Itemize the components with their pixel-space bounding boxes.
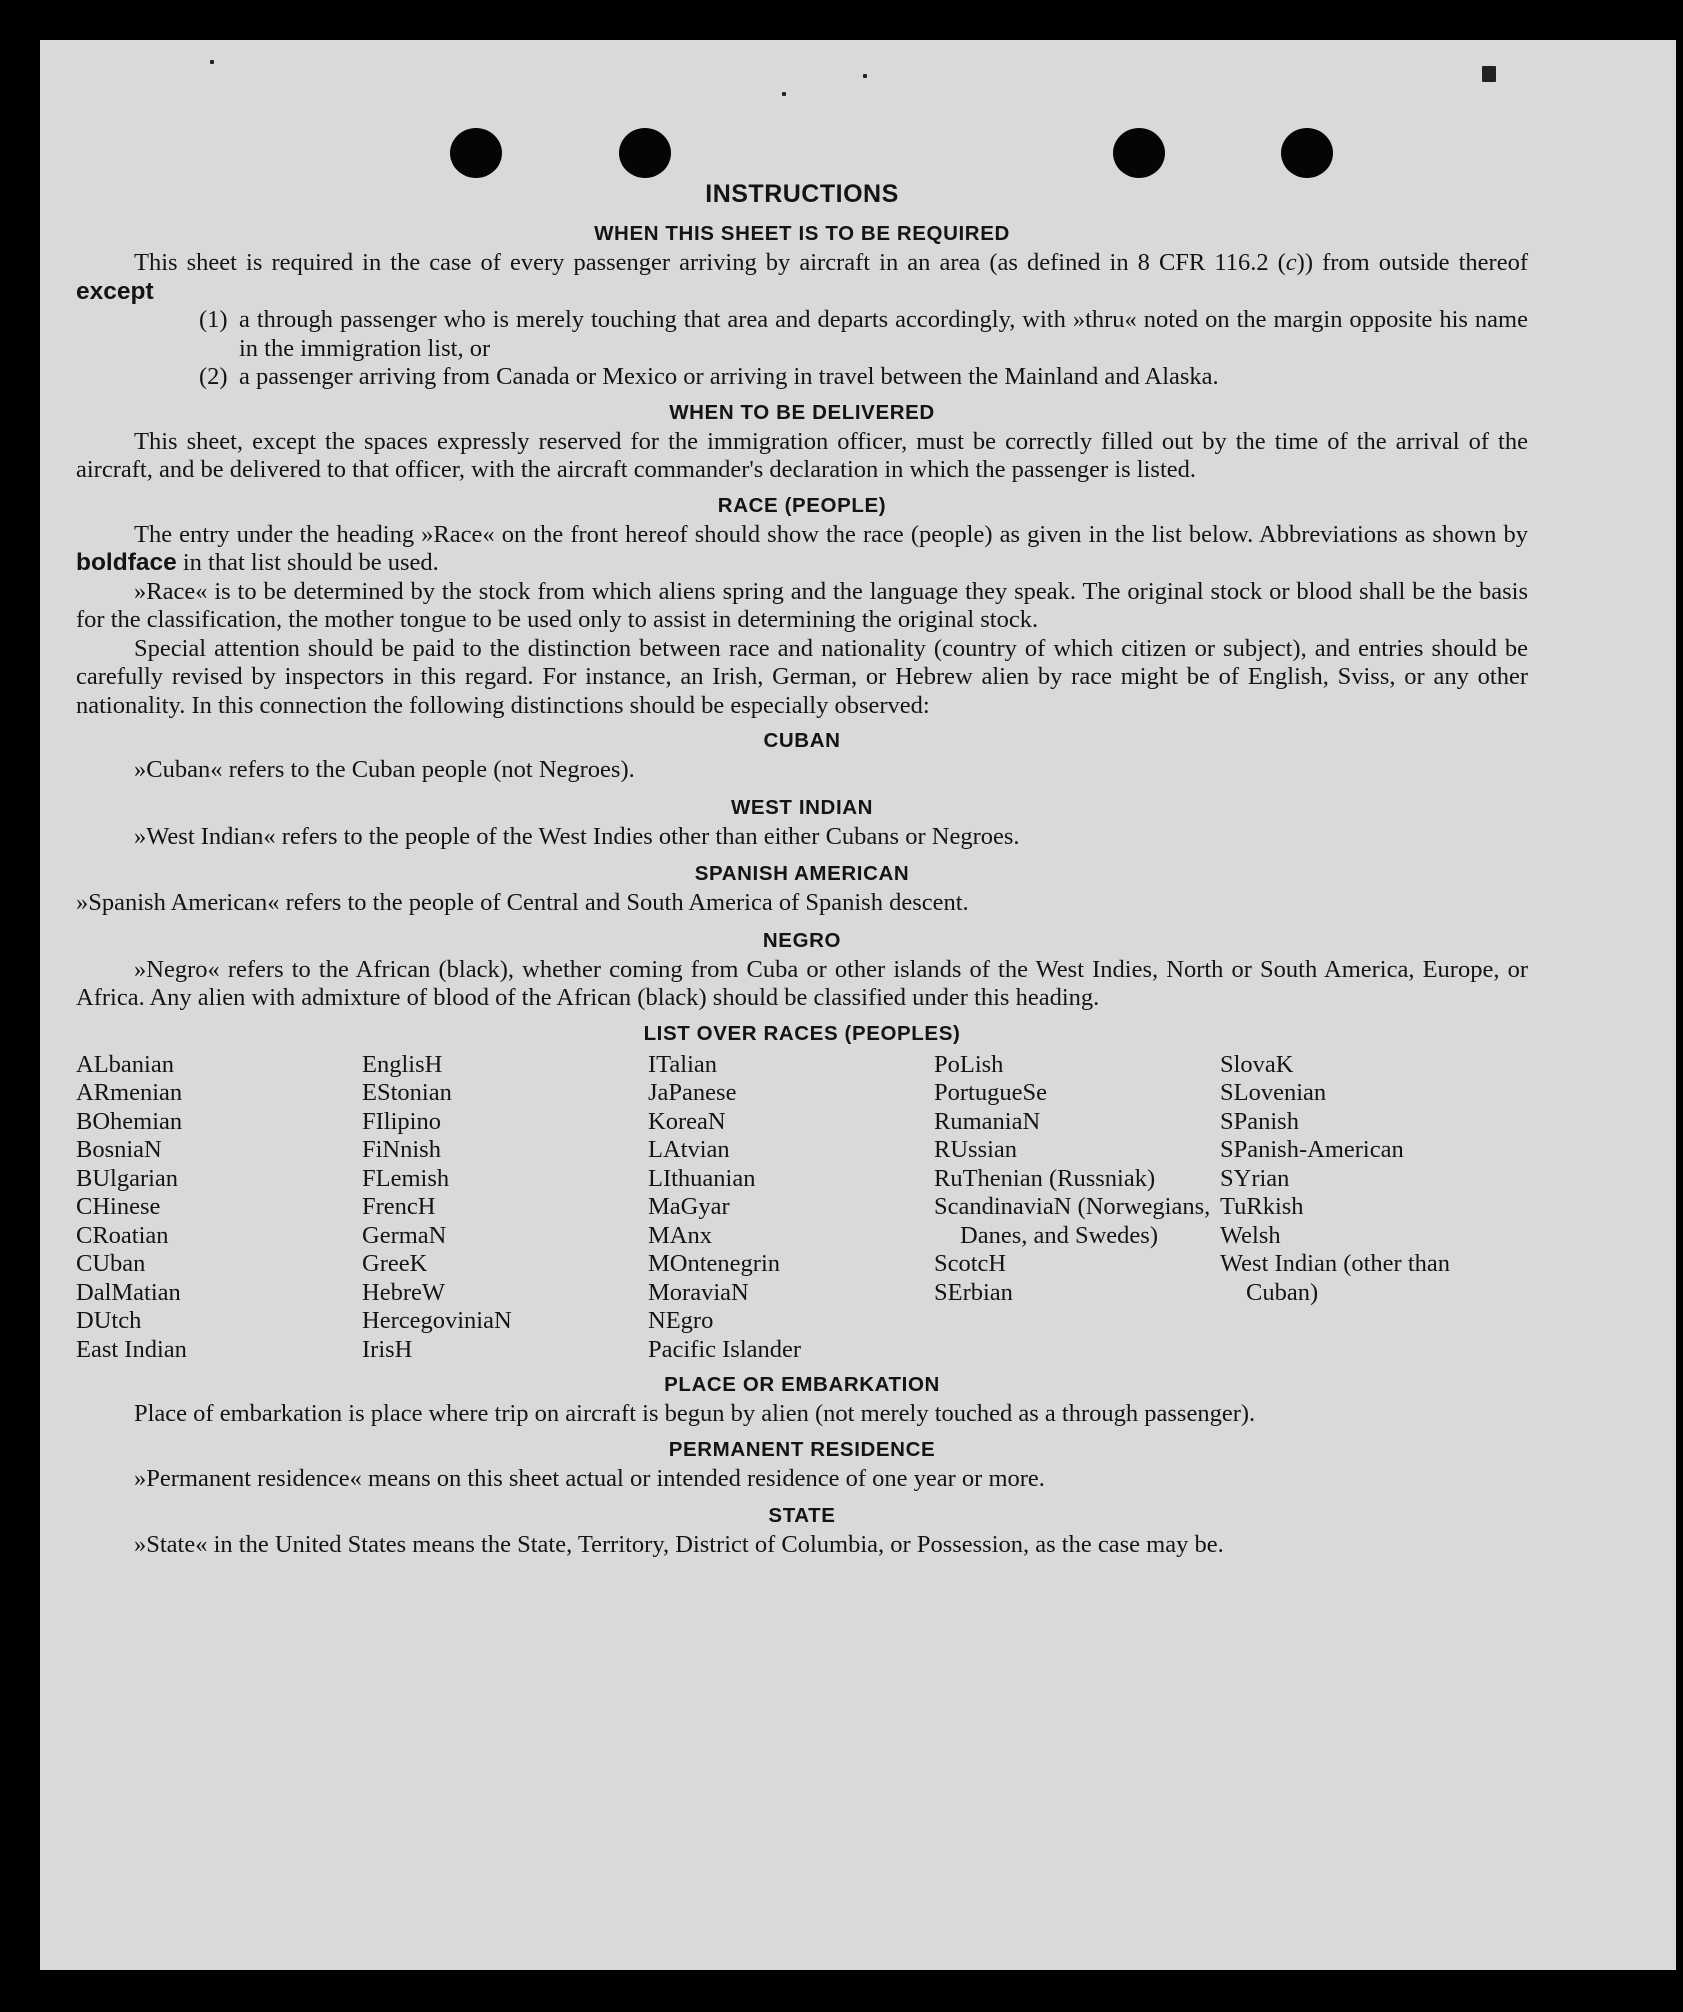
race-entry: MoraviaN	[648, 1278, 749, 1306]
race-column	[76, 1051, 362, 1365]
race-entry: LAtvian	[648, 1136, 730, 1163]
paragraph-embarkation: Place of embarkation is place where trip on aircraft is begun by alien (not merely touched as a through passenger).	[134, 1400, 1256, 1427]
race-entry: SYrian	[1220, 1164, 1290, 1192]
paragraph-when-required: This sheet is required in the case of every passenger arriving by aircraft in an area (as defined in 8 CFR 116.2 (c)) from outside thereof except	[76, 249, 1528, 305]
race-entry: FiNnish	[362, 1136, 441, 1163]
race-entry: ScandinaviaN (Norwegians, Danes, and Swedes)	[934, 1193, 1211, 1249]
paper-speck	[863, 74, 867, 78]
list-item: (2) a passenger arriving from Canada or Mexico or arriving in travel between the Mainland and Alaska.	[199, 363, 1219, 390]
paper-speck	[210, 60, 214, 64]
race-entry: CHinese	[76, 1193, 161, 1220]
instructions-body	[76, 180, 1528, 1560]
paragraph-race-3: Special attention should be paid to the distinction between race and nationality (country of which citizen or subject), and entries should be carefully revised by inspectors in this regard. For instance, an Irish, German, or Hebrew alien by race might be of English, Sviss, or any other nationality. In this connection the following distinctions should be especially observed:	[76, 634, 1528, 719]
race-entry: ScotcH	[934, 1250, 1007, 1277]
race-entry: RuThenian (Russniak)	[934, 1164, 1156, 1192]
paragraph-residence: »Permanent residence« means on this sheet actual or intended residence of one year or more.	[134, 1464, 1045, 1492]
paragraph-when-delivered: This sheet, except the spaces expressly reserved for the immigration officer, must be correctly filled out by the time of the arrival of the aircraft, and be delivered to that officer, with the aircraft commander's declaration in which the passenger is listed.	[76, 427, 1528, 483]
race-entry: RumaniaN	[934, 1107, 1041, 1135]
race-entry: ITalian	[648, 1050, 718, 1078]
race-entry: NEgro	[648, 1307, 714, 1334]
punch-hole	[1281, 128, 1333, 178]
punch-hole	[619, 128, 671, 178]
heading-residence: PERMANENT RESIDENCE	[668, 1437, 936, 1461]
race-entry: EStonian	[362, 1079, 452, 1106]
race-entry: BUlgarian	[76, 1164, 179, 1192]
race-entry: East Indian	[76, 1335, 187, 1363]
race-entry: MAnx	[648, 1221, 712, 1249]
heading-when-required: WHEN THIS SHEET IS TO BE REQUIRED	[594, 222, 1010, 245]
paragraph-race-1: The entry under the heading »Race« on the front hereof should show the race (people) as given in the list below. Abbreviations as shown by boldface in that list should be used.	[76, 520, 1528, 576]
race-entry: ALbanian	[76, 1050, 174, 1078]
punch-hole	[450, 128, 502, 178]
race-entry: JaPanese	[648, 1079, 737, 1106]
race-column	[934, 1051, 1220, 1365]
paper-speck	[1482, 66, 1496, 82]
race-entry: PoLish	[934, 1050, 1004, 1078]
heading-when-delivered: WHEN TO BE DELIVERED	[669, 400, 935, 424]
race-entry: SlovaK	[1220, 1050, 1294, 1078]
paragraph-state: »State« in the United States means the State, Territory, District of Columbia, or Possession, as the case may be.	[134, 1531, 1224, 1558]
race-entry: MOntenegrin	[648, 1250, 780, 1277]
paragraph-west-indian: »West Indian« refers to the people of the West Indies other than either Cubans or Negroes.	[134, 822, 1020, 850]
race-entry: FrencH	[362, 1193, 436, 1220]
race-entry: HercegoviniaN	[362, 1307, 512, 1334]
race-entry: PortugueSe	[934, 1079, 1047, 1106]
race-entry: Welsh	[1220, 1221, 1281, 1249]
heading-race: RACE (PEOPLE)	[717, 493, 887, 517]
race-entry: DUtch	[76, 1307, 142, 1334]
race-entry: GermaN	[362, 1221, 447, 1249]
document-page	[40, 40, 1676, 1970]
race-entry: ARmenian	[76, 1079, 183, 1106]
paper-speck	[782, 92, 786, 96]
race-entry: West Indian (other than Cuban)	[1220, 1250, 1451, 1306]
race-column	[362, 1051, 648, 1365]
heading-spanish-american: SPANISH AMERICAN	[694, 862, 910, 885]
paragraph-cuban: »Cuban« refers to the Cuban people (not Negroes).	[134, 756, 635, 783]
race-entry: GreeK	[362, 1250, 428, 1277]
list-item: (1) a through passenger who is merely touching that area and departs accordingly, with »thru« noted on the margin opposite his name in the immigration list, or	[199, 306, 1528, 362]
paragraph-spanish-american: »Spanish American« refers to the people of Central and South America of Spanish descent.	[76, 889, 969, 916]
race-entry: DalMatian	[76, 1278, 181, 1306]
heading-embarkation: PLACE OR EMBARKATION	[664, 1373, 940, 1396]
race-entry: IrisH	[362, 1335, 413, 1363]
race-entry: FLemish	[362, 1164, 450, 1192]
race-entry: TuRkish	[1220, 1193, 1304, 1220]
race-entry: SPanish	[1220, 1107, 1299, 1135]
race-entry: EnglisH	[362, 1050, 443, 1078]
heading-state: STATE	[768, 1504, 836, 1527]
heading-race-list: LIST OVER RACES (PEOPLES)	[643, 1021, 961, 1045]
race-entry: CRoatian	[76, 1221, 169, 1249]
page-title: INSTRUCTIONS	[705, 180, 899, 208]
race-entry: CUban	[76, 1250, 146, 1277]
race-entry: FIlipino	[362, 1107, 441, 1135]
heading-west-indian: WEST INDIAN	[730, 795, 874, 819]
race-entry: LIthuanian	[648, 1164, 756, 1192]
race-entry: BosniaN	[76, 1136, 162, 1163]
race-entry: MaGyar	[648, 1193, 730, 1220]
punch-hole	[1113, 128, 1165, 178]
race-list	[76, 1051, 1528, 1365]
race-column	[1220, 1051, 1506, 1365]
paragraph-negro: »Negro« refers to the African (black), whether coming from Cuba or other islands of the West Indies, North or South America, Europe, or Africa. Any alien with admixture of blood of the African (black) should be classified under this heading.	[76, 955, 1528, 1011]
race-column	[648, 1051, 934, 1365]
race-entry: SLovenian	[1220, 1079, 1327, 1106]
race-entry: HebreW	[362, 1278, 445, 1306]
race-entry: SPanish-American	[1220, 1136, 1404, 1163]
race-entry: SErbian	[934, 1278, 1013, 1306]
race-entry: Pacific Islander	[648, 1335, 802, 1363]
heading-cuban: CUBAN	[763, 729, 841, 752]
race-entry: BOhemian	[76, 1107, 183, 1135]
race-entry: KoreaN	[648, 1107, 726, 1135]
heading-negro: NEGRO	[762, 928, 842, 952]
race-entry: RUssian	[934, 1136, 1018, 1163]
paragraph-race-2: »Race« is to be determined by the stock from which aliens spring and the language they speak. The original stock or blood shall be the basis for the classification, the mother tongue to be used only to assist in determining the original stock.	[76, 577, 1528, 633]
